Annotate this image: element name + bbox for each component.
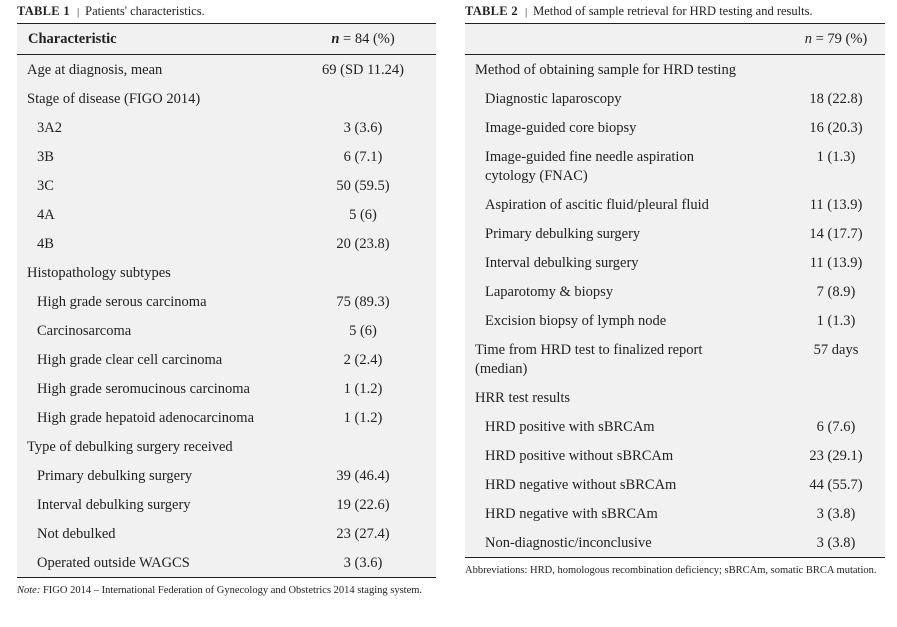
row-label: Age at diagnosis, mean — [27, 62, 163, 78]
table-row — [17, 432, 436, 461]
table-row — [17, 548, 436, 577]
table1-title: Patients' characteristics. — [85, 4, 205, 18]
row-label: Excision biopsy of lymph node — [485, 313, 667, 329]
table-row — [465, 219, 885, 248]
row-label: HRD negative without sBRCAm — [485, 477, 677, 493]
row-value: 1 (1.3) — [816, 313, 856, 329]
row-label: HRR test results — [475, 390, 571, 406]
row-value: 6 (7.6) — [816, 419, 856, 435]
table2-title: Method of sample retrieval for HRD testing and results. — [533, 4, 813, 18]
table-row — [465, 190, 885, 219]
table-row — [17, 55, 436, 84]
table1-caption — [17, 0, 436, 23]
row-value: 7 (8.9) — [816, 284, 856, 300]
row-label: 3B — [37, 149, 54, 165]
table1-rows — [17, 55, 436, 577]
row-value: 1 (1.2) — [343, 381, 383, 397]
caption-separator: | — [76, 6, 80, 18]
table2-rows — [465, 55, 885, 557]
row-label: High grade hepatoid adenocarcinoma — [37, 410, 255, 426]
note-text: Abbreviations: HRD, homologous recombination deficiency; sBRCAm, somatic BRCA mutation. — [465, 565, 877, 576]
row-value: 11 (13.9) — [809, 255, 863, 271]
row-value: 18 (22.8) — [809, 91, 863, 107]
row-value: 23 (29.1) — [809, 448, 863, 464]
table-row — [17, 171, 436, 200]
row-value: 20 (23.8) — [336, 236, 390, 252]
table-row — [17, 490, 436, 519]
table-row — [17, 258, 436, 287]
row-label: Primary debulking surgery — [485, 226, 641, 242]
row-value: 1 (1.3) — [816, 149, 856, 165]
table-row — [465, 499, 885, 528]
row-label: Aspiration of ascitic fluid/pleural fluid — [485, 197, 709, 213]
row-label: Method of obtaining sample for HRD testing — [475, 62, 736, 78]
row-value: 5 (6) — [349, 323, 377, 339]
row-label: Diagnostic laparoscopy — [485, 91, 622, 107]
header-n: n = 84 (%) — [331, 31, 395, 47]
table-row — [465, 335, 885, 383]
row-label: Interval debulking surgery — [37, 497, 191, 513]
row-value: 44 (55.7) — [809, 477, 863, 493]
table1-panel — [17, 0, 436, 598]
row-label: High grade serous carcinoma — [37, 294, 207, 310]
table-row — [465, 441, 885, 470]
row-value: 69 (SD 11.24) — [321, 62, 405, 78]
table-row — [17, 142, 436, 171]
row-value: 39 (46.4) — [336, 468, 390, 484]
table-row — [17, 374, 436, 403]
table1-label: TABLE 1 — [17, 4, 70, 18]
table2-panel — [465, 0, 885, 578]
row-label: 4B — [37, 236, 54, 252]
table-row — [465, 306, 885, 335]
table-row — [465, 470, 885, 499]
row-label: Time from HRD test to finalized report (median) — [475, 342, 703, 377]
row-label: HRD positive with sBRCAm — [485, 419, 655, 435]
note-text: FIGO 2014 – International Federation of Gynecology and Obstetrics 2014 staging system. — [40, 585, 423, 596]
header-n: n = 79 (%) — [804, 31, 868, 47]
row-label: High grade seromucinous carcinoma — [37, 381, 250, 397]
table2-note — [465, 557, 885, 578]
row-value: 3 (3.8) — [816, 535, 856, 551]
table-row — [17, 316, 436, 345]
table-row — [465, 383, 885, 412]
table-row — [465, 528, 885, 557]
row-value: 14 (17.7) — [809, 226, 863, 242]
table-row — [465, 248, 885, 277]
table-row — [465, 55, 885, 84]
row-value: 50 (59.5) — [336, 178, 390, 194]
row-label: Not debulked — [37, 526, 116, 542]
row-label: Interval debulking surgery — [485, 255, 639, 271]
row-value: 3 (3.8) — [816, 506, 856, 522]
table-row — [17, 345, 436, 374]
table1-body — [17, 23, 436, 577]
row-label: Stage of disease (FIGO 2014) — [27, 91, 201, 107]
row-label: Primary debulking surgery — [37, 468, 193, 484]
table2-label: TABLE 2 — [465, 4, 518, 18]
row-value: 3 (3.6) — [343, 555, 383, 571]
table-row — [17, 84, 436, 113]
row-label: Laparotomy & biopsy — [485, 284, 614, 300]
row-label: 3A2 — [37, 120, 62, 136]
table-row — [465, 142, 885, 190]
row-value: 3 (3.6) — [343, 120, 383, 136]
row-label: Histopathology subtypes — [27, 265, 171, 281]
table-row — [17, 519, 436, 548]
table-row — [17, 461, 436, 490]
table2-caption — [465, 0, 885, 23]
row-label: Operated outside WAGCS — [37, 555, 190, 571]
row-label: Type of debulking surgery received — [27, 439, 233, 455]
row-label: Image-guided core biopsy — [485, 120, 637, 136]
table-row — [17, 229, 436, 258]
row-value: 11 (13.9) — [809, 197, 863, 213]
row-label: Image-guided fine needle aspiration cytology (FNAC) — [485, 149, 694, 184]
row-value: 23 (27.4) — [336, 526, 390, 542]
table1-note — [17, 577, 436, 598]
table-row — [465, 113, 885, 142]
row-value: 1 (1.2) — [343, 410, 383, 426]
note-label: Note: — [17, 585, 41, 596]
row-label: HRD positive without sBRCAm — [485, 448, 674, 464]
row-value: 75 (89.3) — [336, 294, 390, 310]
row-label: High grade clear cell carcinoma — [37, 352, 223, 368]
row-label: HRD negative with sBRCAm — [485, 506, 658, 522]
table2-header — [465, 23, 885, 55]
row-value: 6 (7.1) — [343, 149, 383, 165]
table1-header — [17, 23, 436, 55]
row-value: 57 days — [813, 342, 859, 358]
table-row — [17, 287, 436, 316]
row-label: Non-diagnostic/inconclusive — [485, 535, 652, 551]
row-label: Carcinosarcoma — [37, 323, 132, 339]
table-row — [17, 113, 436, 142]
table2-body — [465, 23, 885, 557]
table-row — [17, 403, 436, 432]
table-row — [465, 277, 885, 306]
row-value: 19 (22.6) — [336, 497, 390, 513]
row-value: 5 (6) — [349, 207, 377, 223]
row-value: 16 (20.3) — [809, 120, 863, 136]
table-row — [17, 200, 436, 229]
caption-separator: | — [524, 6, 528, 18]
row-label: 3C — [37, 178, 54, 194]
table-row — [465, 412, 885, 441]
header-characteristic: Characteristic — [28, 31, 117, 47]
table-row — [465, 84, 885, 113]
row-label: 4A — [37, 207, 55, 223]
row-value: 2 (2.4) — [343, 352, 383, 368]
